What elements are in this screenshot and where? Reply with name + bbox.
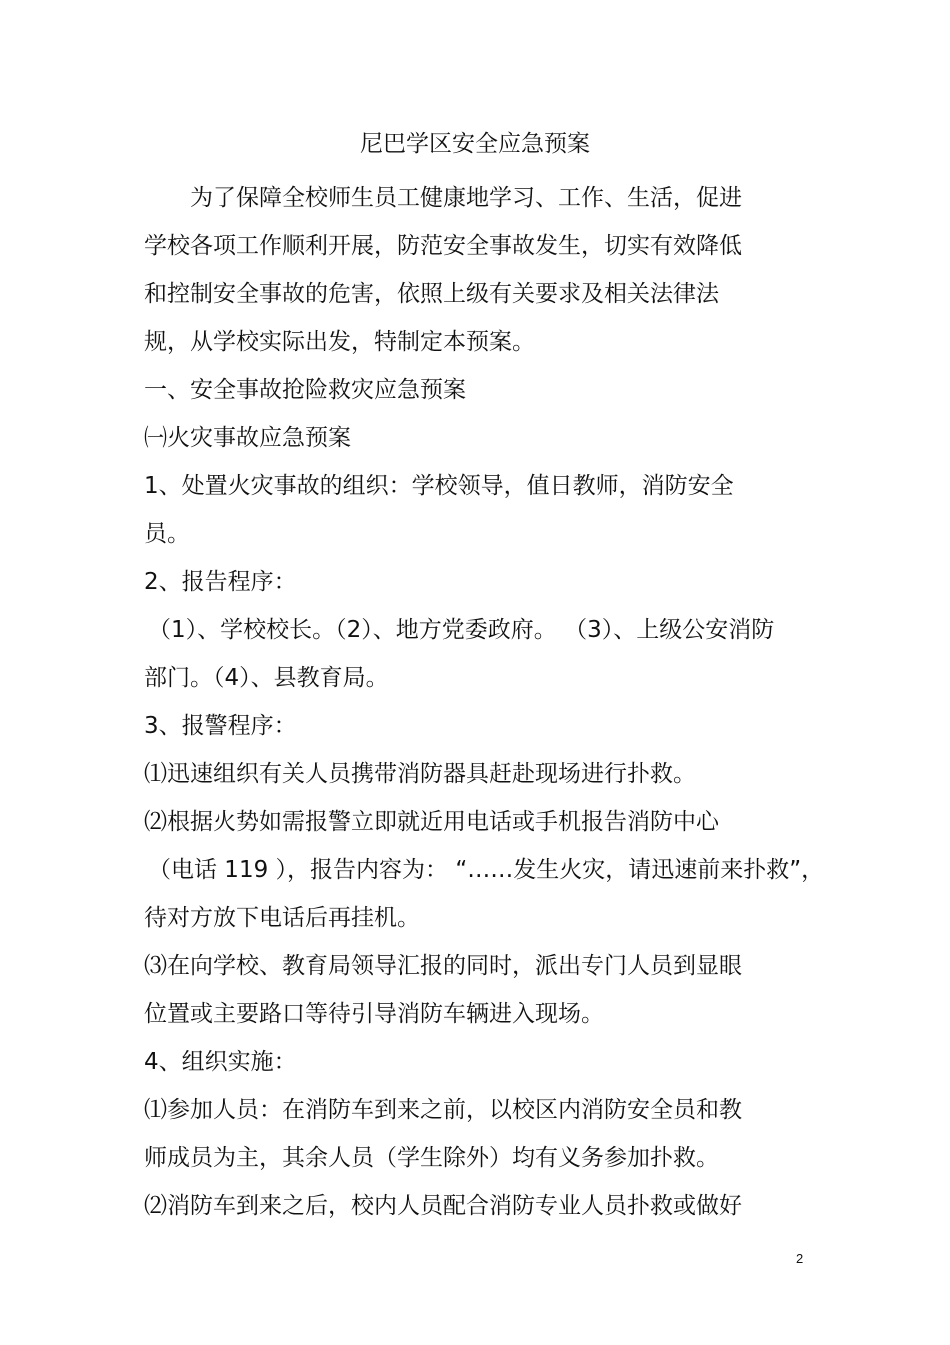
document-title: 尼巴学区安全应急预案: [360, 131, 590, 157]
item-1-line-2: 员。: [144, 521, 190, 547]
item-2-line-1: （1）、学校校长。（2）、地方党委政府。 （3）、上级公安消防: [148, 617, 775, 643]
section-heading-1: 一、安全事故抢险救灾应急预案: [144, 377, 466, 403]
item-2-heading: 2、报告程序：: [144, 569, 297, 595]
item-3-point-3-line-2: 位置或主要路口等待引导消防车辆进入现场。: [144, 1001, 604, 1027]
item-3-heading: 3、报警程序：: [144, 713, 297, 739]
item-3-point-2-line-1: ⑵根据火势如需报警立即就近用电话或手机报告消防中心: [144, 809, 719, 835]
item-3-point-2-line-3: 待对方放下电话后再挂机。: [144, 905, 420, 931]
item-4-heading: 4、组织实施：: [144, 1049, 297, 1075]
subsection-heading-fire: ㈠火灾事故应急预案: [144, 425, 351, 451]
item-1-line-1: 1、处置火灾事故的组织：学校领导，值日教师，消防安全: [144, 473, 734, 499]
item-3-point-2-line-2: （电话 119 ），报告内容为： “……发生火灾，请迅速前来扑救”，: [148, 857, 825, 883]
paragraph-line-1: 为了保障全校师生员工健康地学习、工作、生活，促进: [190, 185, 742, 211]
paragraph-line-2: 学校各项工作顺利开展，防范安全事故发生，切实有效降低: [144, 233, 742, 259]
item-3-point-1: ⑴迅速组织有关人员携带消防器具赶赴现场进行扑救。: [144, 761, 696, 787]
paragraph-line-4: 规，从学校实际出发，特制定本预案。: [144, 329, 535, 355]
item-4-point-1-line-1: ⑴参加人员：在消防车到来之前，以校区内消防安全员和教: [144, 1097, 742, 1123]
item-4-point-2-line-1: ⑵消防车到来之后，校内人员配合消防专业人员扑救或做好: [144, 1193, 742, 1219]
paragraph-line-3: 和控制安全事故的危害，依照上级有关要求及相关法律法: [144, 281, 719, 307]
item-4-point-1-line-2: 师成员为主，其余人员（学生除外）均有义务参加扑救。: [144, 1145, 719, 1171]
page-number: 2: [796, 1251, 804, 1266]
item-2-line-2: 部门。（4）、县教育局。: [144, 665, 389, 691]
item-3-point-3-line-1: ⑶在向学校、教育局领导汇报的同时，派出专门人员到显眼: [144, 953, 742, 979]
